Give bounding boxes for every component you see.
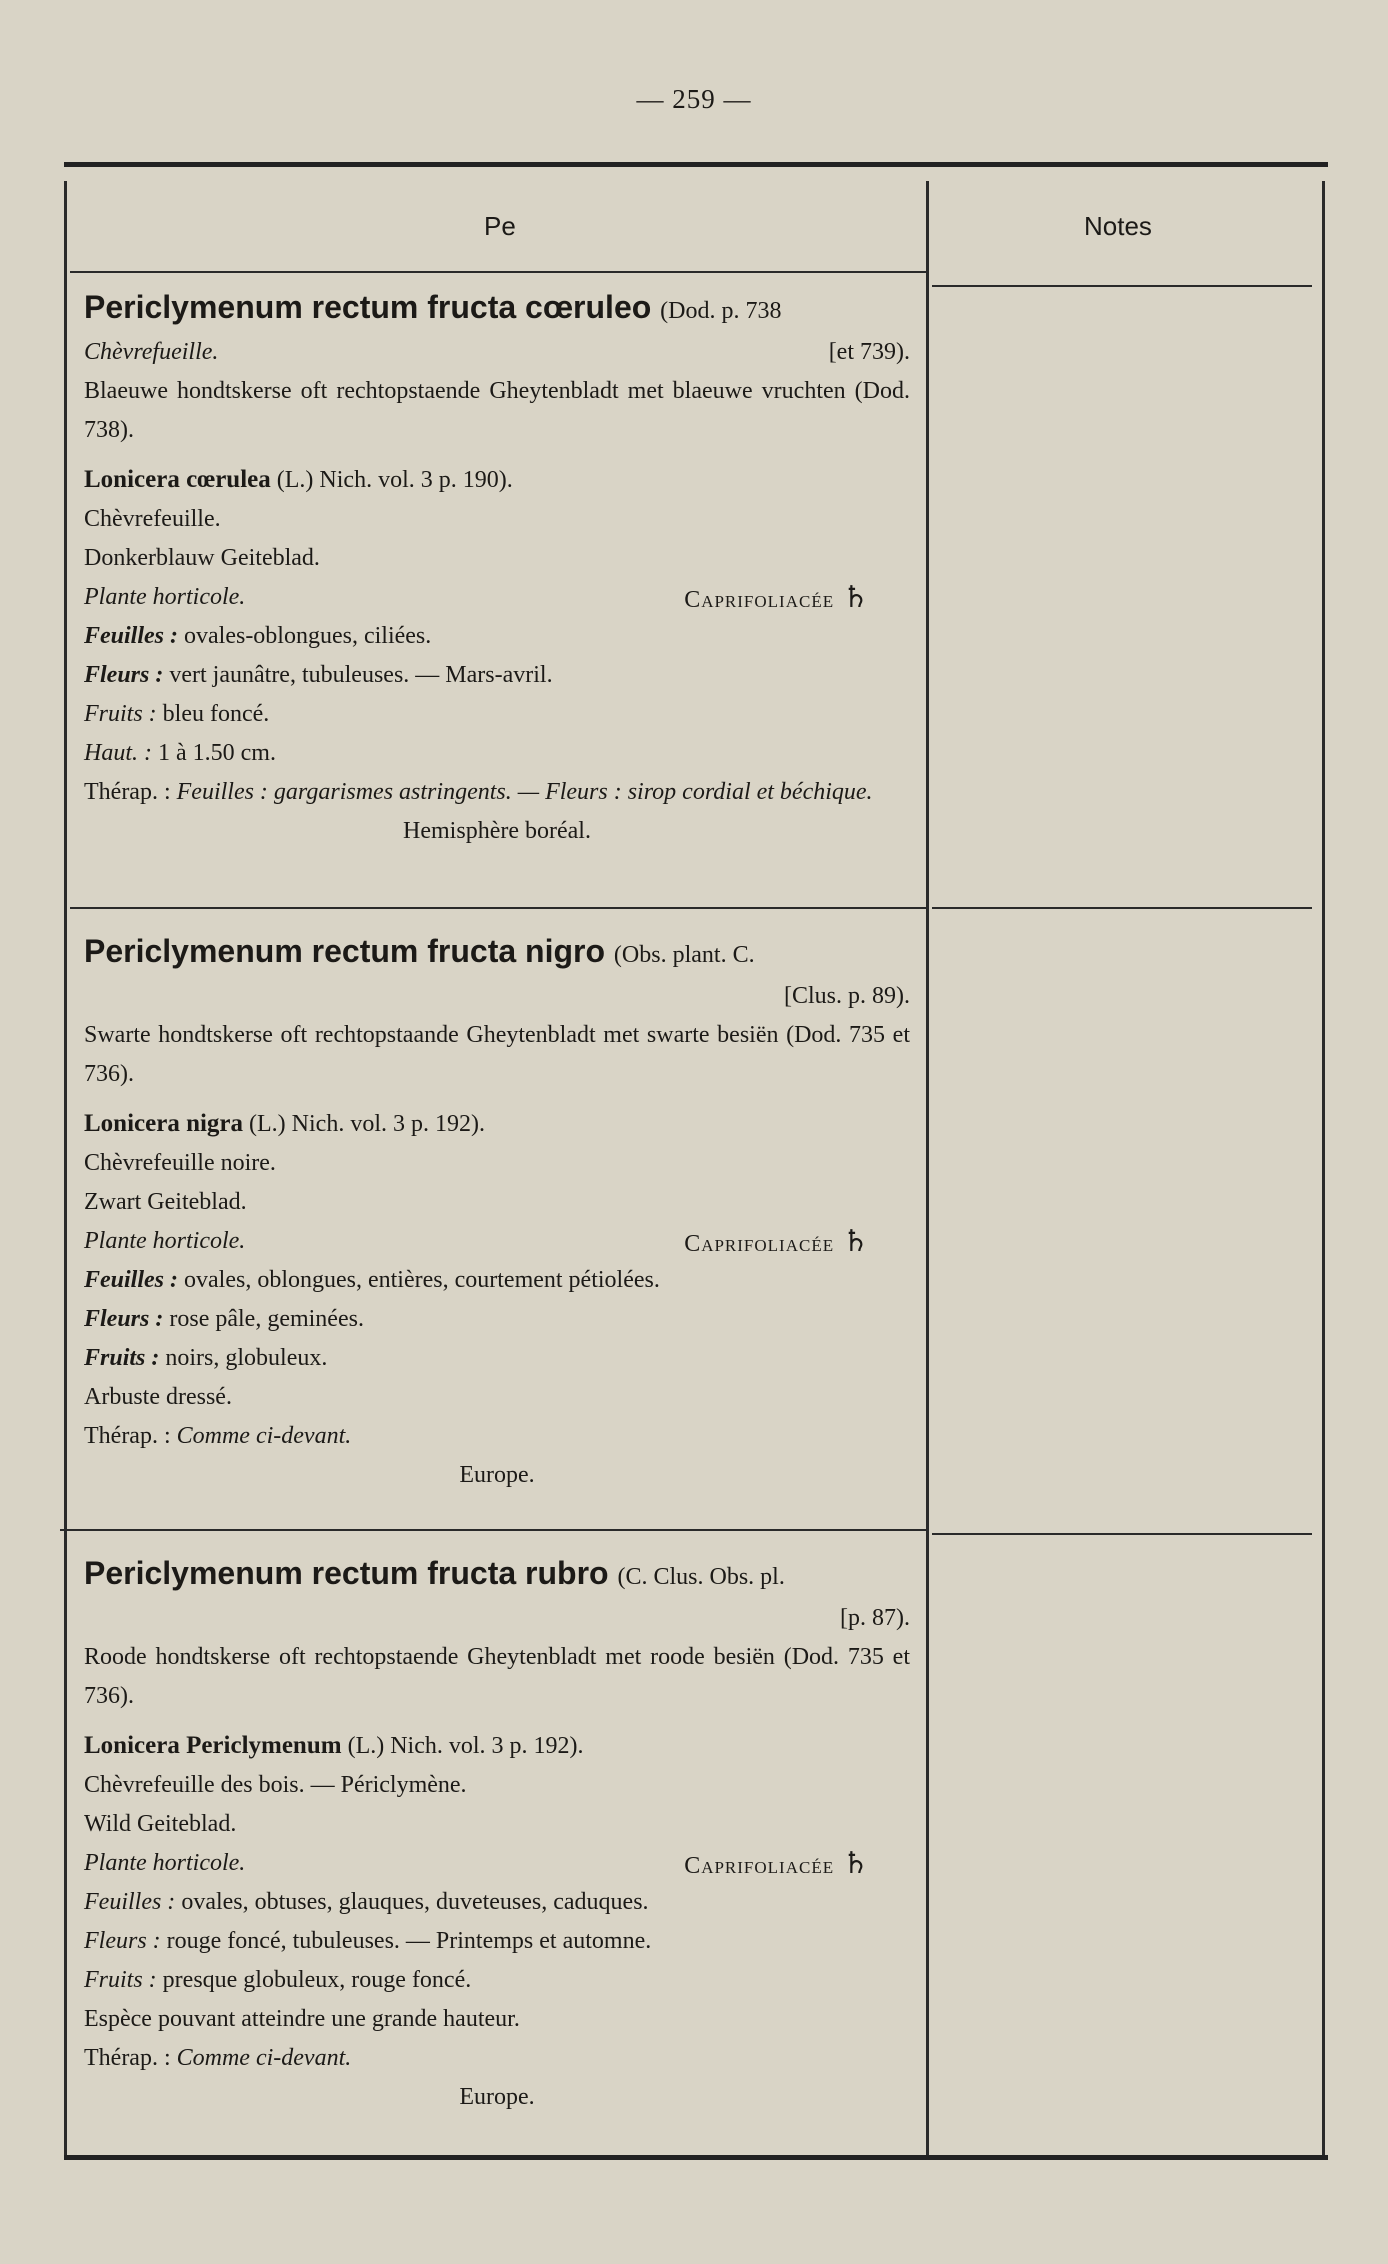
- dutch-description: Swarte hondtskerse oft rechtopstaande Gheytenbladt met swarte besiën (Dod. 735 et 736).: [84, 1022, 910, 1087]
- title-reference-continued: [p. 87).: [840, 1605, 910, 1631]
- plant-type: Plante horticole.: [84, 1228, 246, 1254]
- entry-separator-left: [60, 1529, 926, 1531]
- french-name: Chèvrefeuille des bois. — Périclymène.: [84, 1772, 467, 1798]
- french-name: Chèvrefeuille.: [84, 506, 221, 532]
- fruits-label: Fruits :: [84, 701, 157, 727]
- region: Europe.: [459, 2084, 535, 2110]
- height-text: 1 à 1.50 cm.: [158, 740, 276, 766]
- therapy-label: Thérap. :: [84, 1423, 171, 1449]
- column-header-left: Pe: [484, 211, 516, 241]
- flowers-label: Fleurs :: [84, 1928, 161, 1954]
- latin-name: Lonicera cœrulea: [84, 466, 271, 493]
- latin-reference: (L.) Nich. vol. 3 p. 192).: [347, 1733, 584, 1759]
- leaves-label: Feuilles :: [84, 1267, 178, 1293]
- dutch-name: Zwart Geiteblad.: [84, 1189, 247, 1215]
- therapy-label: Thérap. :: [84, 2045, 171, 2071]
- dutch-description: Roode hondtskerse oft rechtopstaende Gheytenbladt met roode besiën (Dod. 735 et 736).: [84, 1644, 910, 1709]
- shrub-symbol-icon: ♄: [842, 1847, 870, 1880]
- fruits-text: presque globuleux, rouge foncé.: [162, 1967, 472, 1993]
- leaves-text: ovales, oblongues, entières, courtement pétiolées.: [184, 1267, 660, 1293]
- page-number: — 259 —: [636, 84, 752, 114]
- species-title: Periclymenum rectum fructa cœruleo: [84, 289, 652, 325]
- family-label: Caprifoliacée ♄: [684, 1225, 870, 1258]
- region: Hemisphère boréal.: [403, 818, 591, 844]
- habit-note: Espèce pouvant atteindre une grande hauteur.: [84, 2006, 520, 2032]
- therapy-label: Thérap. :: [84, 779, 171, 805]
- french-name: Chèvrefeuille noire.: [84, 1150, 276, 1176]
- fruits-label: Fruits :: [84, 1345, 160, 1371]
- leaves-label: Feuilles :: [84, 1889, 176, 1915]
- fruits-text: bleu foncé.: [162, 701, 270, 727]
- plant-type: Plante horticole.: [84, 584, 246, 610]
- title-reference-continued: [Clus. p. 89).: [784, 983, 910, 1009]
- plant-type: Plante horticole.: [84, 1850, 246, 1876]
- therapy-line: [84, 1417, 910, 1456]
- title-reference: (Dod. p. 738: [660, 298, 782, 324]
- entry-3: [84, 1551, 910, 2117]
- latin-reference: (L.) Nich. vol. 3 p. 190).: [276, 467, 513, 493]
- therapy-line: [84, 2039, 910, 2078]
- entry-title: [84, 929, 910, 977]
- flowers-text: vert jaunâtre, tubuleuses. — Mars-avril.: [169, 662, 553, 688]
- table-border-right: [1322, 181, 1325, 2155]
- therapy-text: Comme ci-devant.: [176, 1423, 352, 1449]
- leaves-text: ovales, obtuses, glauques, duveteuses, caduques.: [181, 1889, 649, 1915]
- column-header-notes: Notes: [1084, 211, 1152, 241]
- entry-separator-right: [932, 907, 1312, 909]
- family-label: Caprifoliacée ♄: [684, 581, 870, 614]
- title-reference-continued: [et 739).: [828, 339, 910, 365]
- entry-title: [84, 285, 910, 333]
- dutch-name: Donkerblauw Geiteblad.: [84, 545, 320, 571]
- table-border-left: [64, 181, 67, 2155]
- dutch-description: Blaeuwe hondtskerse oft rechtopstaende Gheytenbladt met blaeuwe vruchten (Dod. 738).: [84, 378, 910, 443]
- leaves-label: Feuilles :: [84, 623, 178, 649]
- leaves-text: ovales-oblongues, ciliées.: [184, 623, 432, 649]
- latin-name: Lonicera nigra: [84, 1110, 244, 1137]
- habit-note: Arbuste dressé.: [84, 1384, 232, 1410]
- specimen-table: [64, 162, 1328, 2160]
- column-divider: [926, 181, 929, 2155]
- fruits-text: noirs, globuleux.: [165, 1345, 328, 1371]
- flowers-label: Fleurs :: [84, 662, 164, 688]
- flowers-text: rose pâle, geminées.: [169, 1306, 364, 1332]
- species-title: Periclymenum rectum fructa nigro: [84, 933, 606, 969]
- species-title: Periclymenum rectum fructa rubro: [84, 1555, 609, 1591]
- entry-2: [84, 929, 910, 1495]
- header-rule-left: [70, 271, 926, 273]
- shrub-symbol-icon: ♄: [842, 581, 870, 614]
- flowers-text: rouge foncé, tubuleuses. — Printemps et automne.: [166, 1928, 652, 1954]
- title-reference: (C. Clus. Obs. pl.: [617, 1564, 785, 1590]
- title-reference: (Obs. plant. C.: [613, 942, 755, 968]
- shrub-symbol-icon: ♄: [842, 1225, 870, 1258]
- entry-title: [84, 1551, 910, 1599]
- entry-separator-left: [70, 907, 926, 909]
- fruits-label: Fruits :: [84, 1967, 157, 1993]
- therapy-line: [84, 773, 910, 812]
- old-common-name: Chèvrefueille.: [84, 339, 219, 365]
- entry-1: [84, 285, 910, 851]
- therapy-text: Feuilles : gargarismes astringents. — Fleurs : sirop cordial et béchique.: [176, 779, 873, 805]
- flowers-label: Fleurs :: [84, 1306, 164, 1332]
- latin-reference: (L.) Nich. vol. 3 p. 192).: [249, 1111, 485, 1137]
- height-label: Haut. :: [84, 740, 152, 766]
- header-rule-right: [932, 285, 1312, 287]
- therapy-text: Comme ci-devant.: [176, 2045, 352, 2071]
- region: Europe.: [459, 1462, 535, 1488]
- family-label: Caprifoliacée ♄: [684, 1847, 870, 1880]
- entry-separator-right: [932, 1533, 1312, 1535]
- latin-name: Lonicera Periclymenum: [84, 1732, 342, 1759]
- dutch-name: Wild Geiteblad.: [84, 1811, 237, 1837]
